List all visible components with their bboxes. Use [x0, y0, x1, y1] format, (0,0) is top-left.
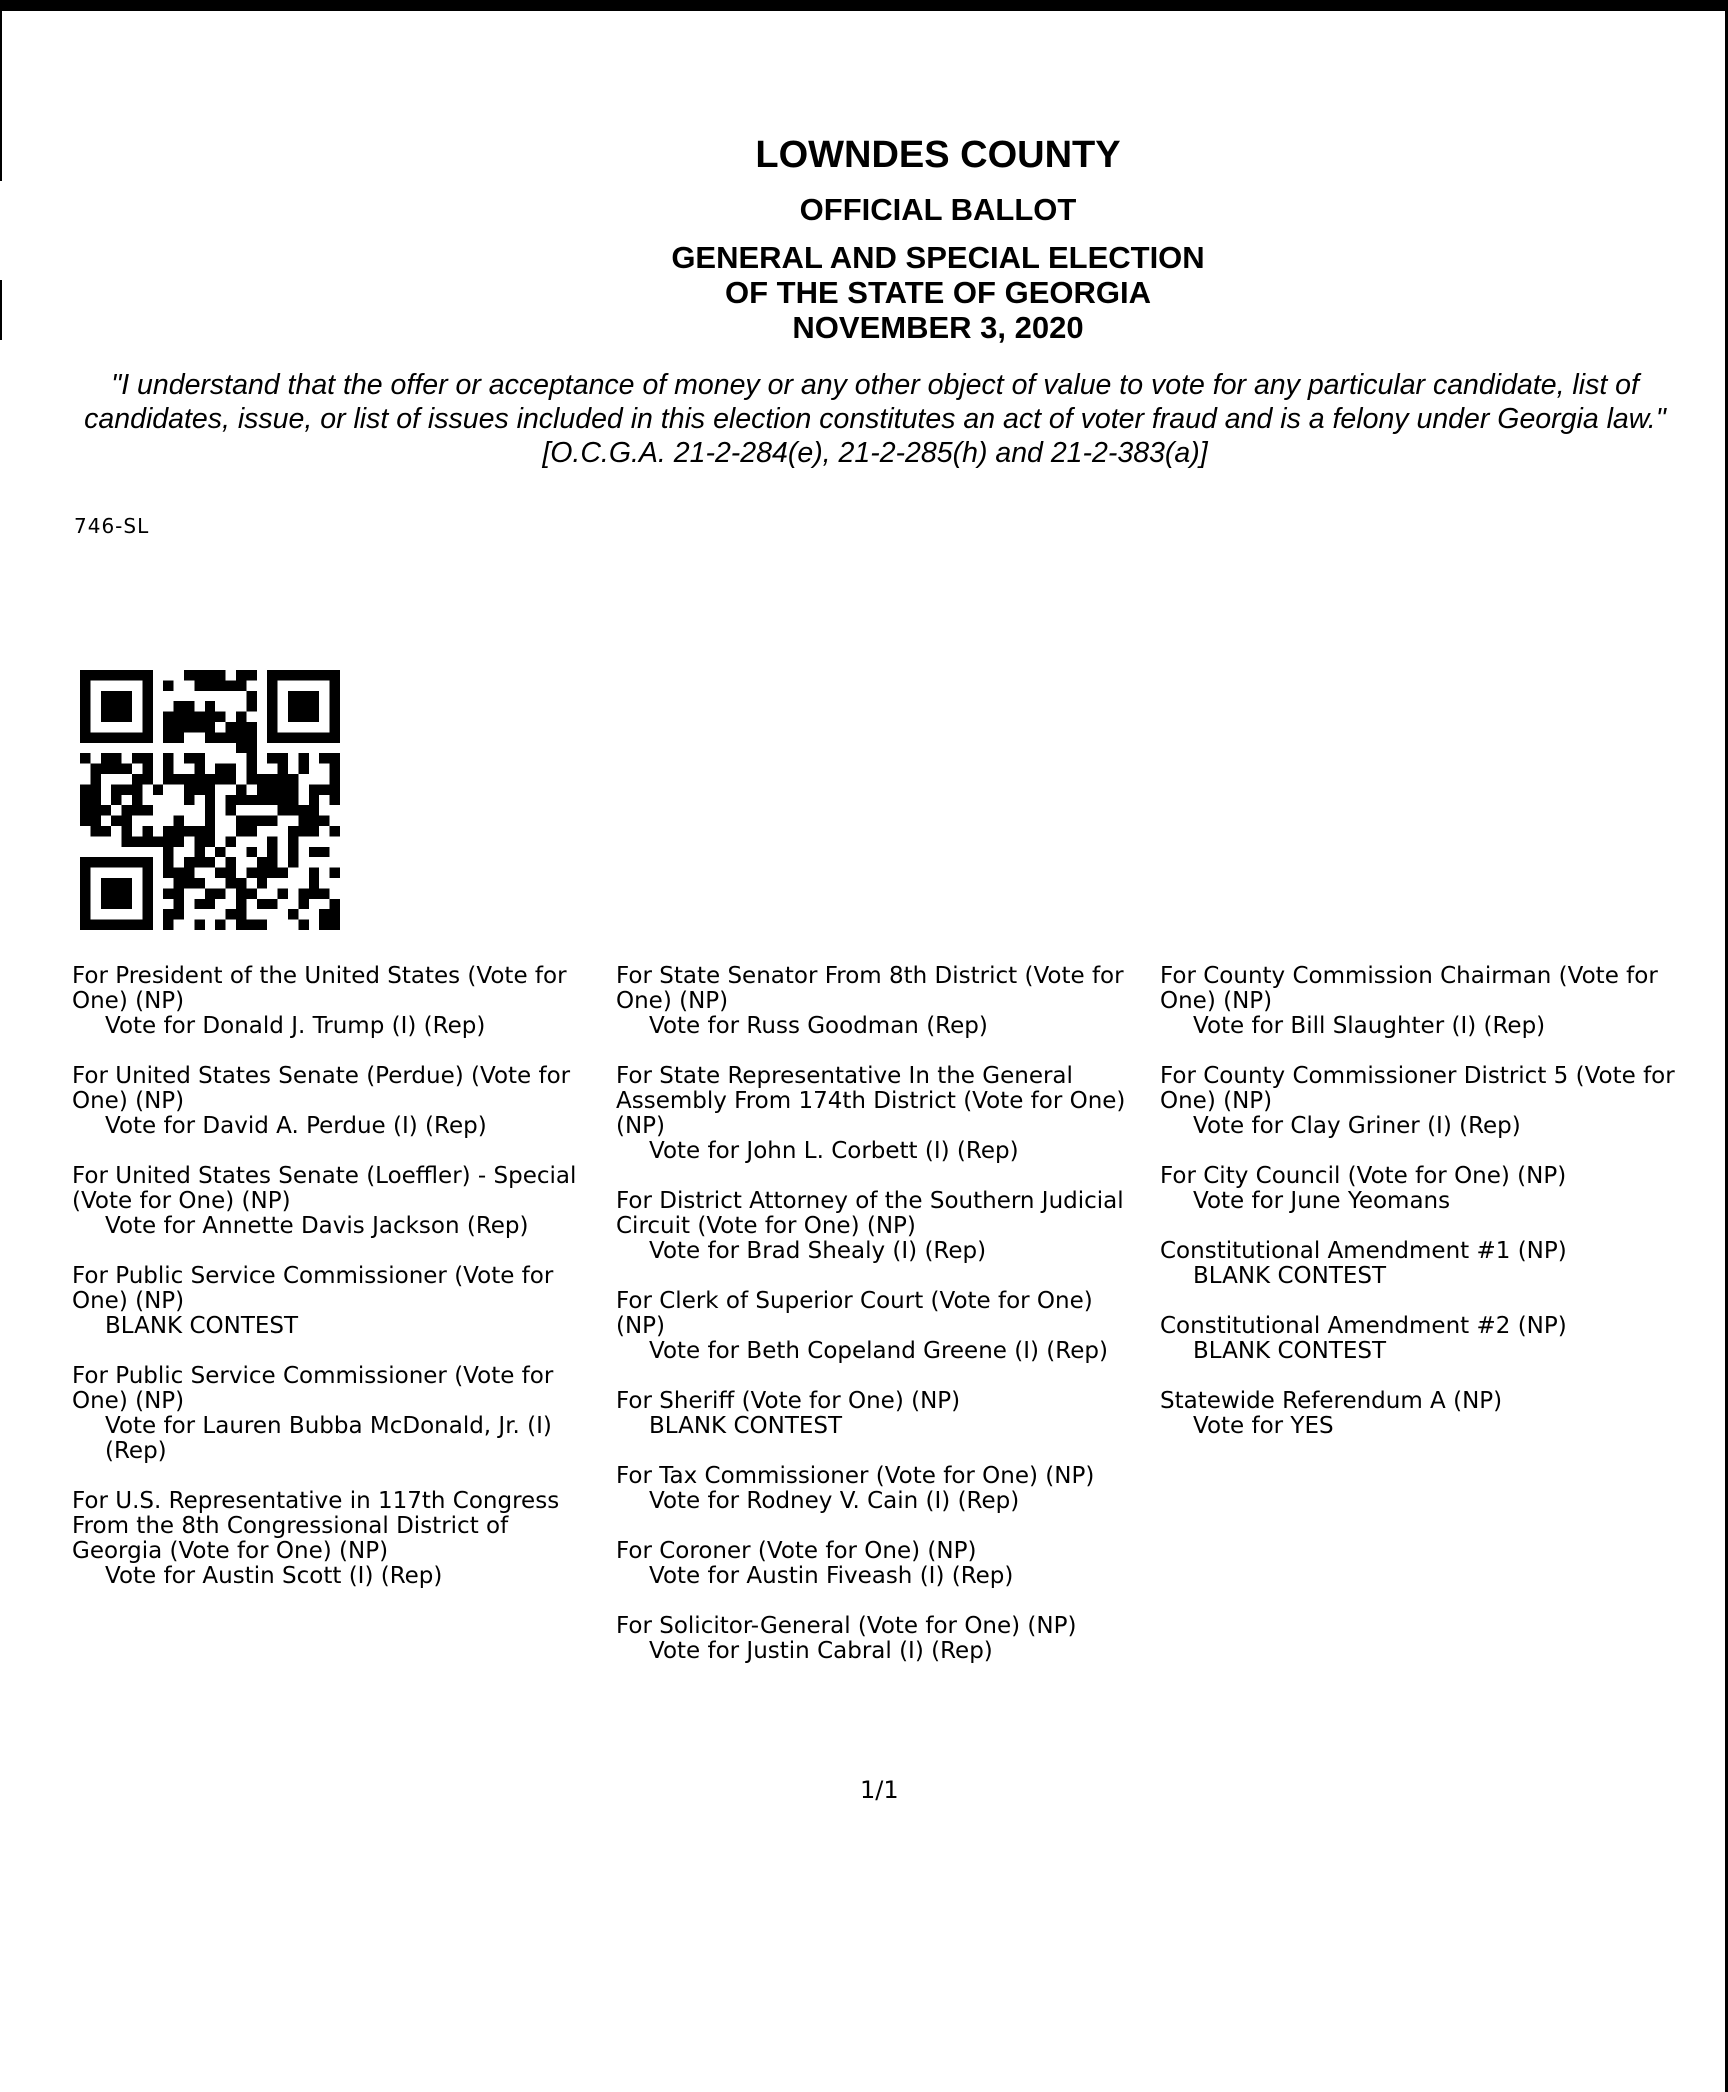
- contest-title: For Sheriff (Vote for One) (NP): [616, 1388, 961, 1414]
- contest-block: [616, 1189, 1136, 1264]
- page-number: 1/1: [860, 1776, 899, 1804]
- contest-title: For Public Service Commissioner (Vote for One) (NP): [72, 1263, 554, 1314]
- contest-block: [616, 1389, 1136, 1439]
- contest-block: [1160, 1239, 1680, 1289]
- contest-block: [72, 1489, 592, 1589]
- contest-selection: Vote for YES: [1193, 1413, 1334, 1439]
- contest-title: For Coroner (Vote for One) (NP): [616, 1538, 977, 1564]
- contest-selection: Vote for Russ Goodman (Rep): [649, 1013, 988, 1039]
- contest-title: For Solicitor-General (Vote for One) (NP): [616, 1613, 1077, 1639]
- ballot-header: [0, 130, 1728, 345]
- ballot-type-title: OFFICIAL BALLOT: [799, 192, 1077, 227]
- contest-title: For President of the United States (Vote for One) (NP): [72, 963, 567, 1014]
- voter-oath-statement: "I understand that the offer or acceptance of money or any other object of value to vote for any particular candidate, list of candidates, issue, or list of issues included in this election constitutes an act of voter fraud and is a felony under Georgia law." [O.C.G.A. 21-2-284(e), 21-2-285(h) and 21-2-383(a)]: [84, 369, 1666, 469]
- contest-selection: BLANK CONTEST: [1193, 1263, 1387, 1289]
- contest-block: [1160, 964, 1680, 1039]
- contest-block: [616, 1614, 1136, 1664]
- contest-title: Statewide Referendum A (NP): [1160, 1388, 1503, 1414]
- contest-title: For State Representative In the General Assembly From 174th District (Vote for One) (NP): [616, 1063, 1126, 1139]
- contest-title: For United States Senate (Loeffler) - Special (Vote for One) (NP): [72, 1163, 577, 1214]
- contest-block: [72, 1364, 592, 1464]
- election-title-line2: OF THE STATE OF GEORGIA: [725, 275, 1151, 310]
- ballot-style-code: 746-SL: [74, 514, 150, 538]
- contest-block: [72, 964, 592, 1039]
- contest-title: For U.S. Representative in 117th Congress From the 8th Congressional District of Georgia (Vote for One) (NP): [72, 1488, 560, 1564]
- contest-block: [1160, 1314, 1680, 1364]
- contest-selection: Vote for Austin Fiveash (I) (Rep): [649, 1563, 1014, 1589]
- contest-selection: Vote for Brad Shealy (I) (Rep): [649, 1238, 987, 1264]
- contest-block: [616, 1289, 1136, 1364]
- contest-selection: Vote for Donald J. Trump (I) (Rep): [105, 1013, 486, 1039]
- contest-column-1: [72, 964, 592, 1614]
- contest-title: For Tax Commissioner (Vote for One) (NP): [616, 1463, 1095, 1489]
- contest-title: For Public Service Commissioner (Vote for One) (NP): [72, 1363, 554, 1414]
- contest-selection: Vote for John L. Corbett (I) (Rep): [649, 1138, 1019, 1164]
- contest-selection: Vote for Justin Cabral (I) (Rep): [649, 1638, 993, 1664]
- contest-selection: Vote for Annette Davis Jackson (Rep): [105, 1213, 529, 1239]
- contest-selection: Vote for Bill Slaughter (I) (Rep): [1193, 1013, 1546, 1039]
- contest-block: [72, 1264, 592, 1339]
- contest-selection: Vote for David A. Perdue (I) (Rep): [105, 1113, 487, 1139]
- contest-column-2: [616, 964, 1136, 1689]
- contest-selection: Vote for Beth Copeland Greene (I) (Rep): [649, 1338, 1108, 1364]
- contest-block: [1160, 1064, 1680, 1139]
- contest-title: For State Senator From 8th District (Vote for One) (NP): [616, 963, 1124, 1014]
- contest-block: [1160, 1164, 1680, 1214]
- contest-selection: BLANK CONTEST: [1193, 1338, 1387, 1364]
- contest-block: [616, 964, 1136, 1039]
- contest-block: [72, 1064, 592, 1139]
- contest-title: For Clerk of Superior Court (Vote for One) (NP): [616, 1288, 1093, 1339]
- contest-title: For United States Senate (Perdue) (Vote for One) (NP): [72, 1063, 571, 1114]
- contest-title: For City Council (Vote for One) (NP): [1160, 1163, 1567, 1189]
- contest-selection: Vote for Rodney V. Cain (I) (Rep): [649, 1488, 1020, 1514]
- contest-block: [1160, 1389, 1680, 1439]
- contest-title: For County Commissioner District 5 (Vote for One) (NP): [1160, 1063, 1675, 1114]
- contest-block: [616, 1539, 1136, 1589]
- contest-title: Constitutional Amendment #1 (NP): [1160, 1238, 1567, 1264]
- contest-selection: Vote for Lauren Bubba McDonald, Jr. (I) (Rep): [105, 1413, 552, 1464]
- contest-selection: Vote for June Yeomans: [1193, 1188, 1451, 1214]
- contest-column-3: [1160, 964, 1680, 1464]
- county-title: LOWNDES COUNTY: [755, 134, 1121, 176]
- contest-block: [616, 1464, 1136, 1514]
- contest-title: For County Commission Chairman (Vote for One) (NP): [1160, 963, 1658, 1014]
- contest-selection: BLANK CONTEST: [105, 1313, 299, 1339]
- election-title-line1: GENERAL AND SPECIAL ELECTION: [671, 240, 1205, 275]
- election-date: NOVEMBER 3, 2020: [792, 310, 1084, 345]
- contest-title: Constitutional Amendment #2 (NP): [1160, 1313, 1567, 1339]
- contest-selection: Vote for Clay Griner (I) (Rep): [1193, 1113, 1521, 1139]
- contest-block: [616, 1064, 1136, 1164]
- contest-selection: Vote for Austin Scott (I) (Rep): [105, 1563, 443, 1589]
- qr-code-icon: [72, 670, 348, 930]
- contest-selection: BLANK CONTEST: [649, 1413, 843, 1439]
- contest-block: [72, 1164, 592, 1239]
- election-title: [148, 240, 1728, 345]
- page-top-border: [0, 0, 1728, 11]
- contest-title: For District Attorney of the Southern Judicial Circuit (Vote for One) (NP): [616, 1188, 1124, 1239]
